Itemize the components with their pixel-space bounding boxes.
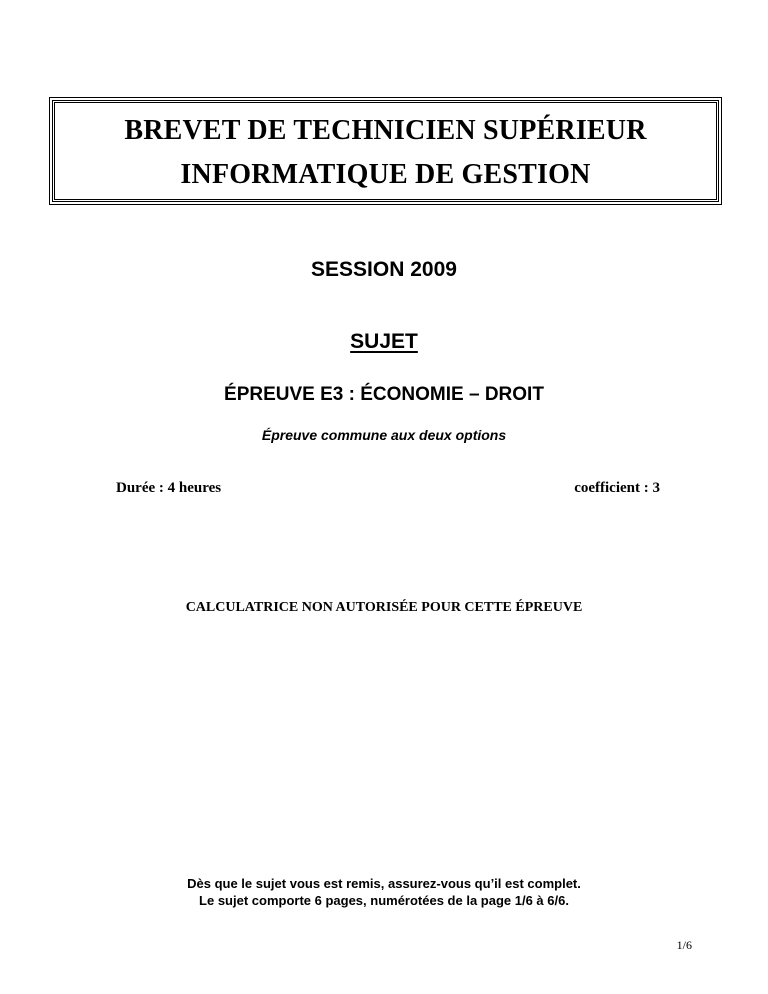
title-box — [52, 100, 719, 202]
calculatrice-notice: CALCULATRICE NON AUTORISÉE POUR CETTE ÉPREUVE — [185, 600, 583, 615]
coefficient-text: coefficient : 3 — [574, 480, 660, 496]
title-line-2: INFORMATIQUE DE GESTION — [180, 159, 591, 190]
duree-text: Durée : 4 heures — [116, 480, 222, 496]
epreuve-heading: ÉPREUVE E3 : ÉCONOMIE – DROIT — [224, 384, 544, 405]
completeness-notice-line-1: Dès que le sujet vous est remis, assurez-vous qu’il est complet. — [187, 876, 581, 891]
sujet-heading — [0, 330, 768, 354]
session-heading: SESSION 2009 — [311, 258, 457, 281]
epreuve-commune-subtitle: Épreuve commune aux deux options — [261, 427, 507, 443]
title-line-1: BREVET DE TECHNICIEN SUPÉRIEUR — [124, 115, 647, 146]
page-number: 1/6 — [676, 938, 692, 952]
completeness-notice-line-2: Le sujet comporte 6 pages, numérotées de la page 1/6 à 6/6. — [199, 893, 569, 908]
sujet-label: SUJET — [350, 330, 418, 353]
